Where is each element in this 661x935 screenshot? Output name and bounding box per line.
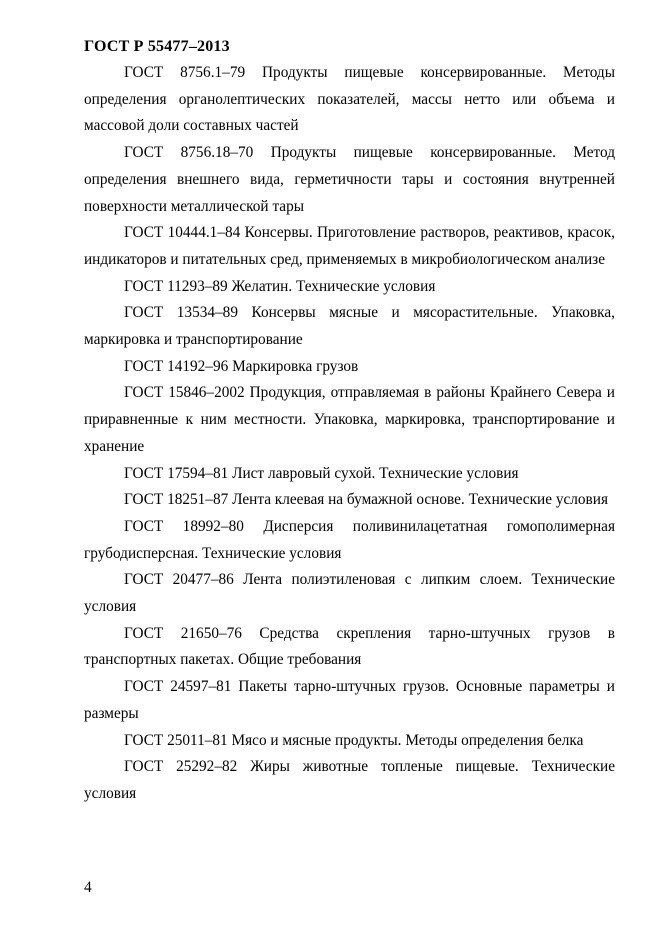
reference-item: ГОСТ 8756.1–79 Продукты пищевые консервированные. Методы определения органолептических показателей, массы нетто или объема и массовой доли составных частей: [84, 64, 615, 135]
reference-item: ГОСТ 18992–80 Дисперсия поливинилацетатная гомополимерная грубодисперсная. Технические условия: [84, 517, 615, 562]
reference-item: ГОСТ 17594–81 Лист лавровый сухой. Технические условия: [124, 464, 519, 482]
page-number: 4: [84, 879, 92, 896]
reference-item: ГОСТ 10444.1–84 Консервы. Приготовление растворов, реактивов, красок, индикаторов и питательных сред, применяемых в микробиологическом анализе: [84, 224, 615, 268]
reference-item: ГОСТ 21650–76 Средства скрепления тарно-штучных грузов в транспортных пакетах. Общие требования: [84, 624, 615, 669]
reference-item: ГОСТ 15846–2002 Продукция, отправляемая в районы Крайнего Севера и приравненные к ним местности. Упаковка, маркировка, транспортирование и хранение: [84, 384, 615, 455]
references-list: [84, 60, 615, 808]
reference-item: ГОСТ 25292–82 Жиры животные топленые пищевые. Технические условия: [84, 758, 615, 802]
reference-item: ГОСТ 20477–86 Лента полиэтиленовая с липким слоем. Технические условия: [84, 571, 615, 616]
reference-item: ГОСТ 11293–89 Желатин. Технические условия: [124, 277, 436, 295]
reference-item: ГОСТ 24597–81 Пакеты тарно-штучных грузов. Основные параметры и размеры: [84, 678, 615, 722]
reference-item: ГОСТ 8756.18–70 Продукты пищевые консервированные. Метод определения внешнего вида, герметичности тары и состояния внутренней поверхности металлической тары: [84, 144, 615, 215]
reference-item: ГОСТ 18251–87 Лента клеевая на бумажной основе. Технические условия: [124, 491, 608, 509]
reference-item: ГОСТ 14192–96 Маркировка грузов: [124, 357, 359, 375]
reference-item: ГОСТ 13534–89 Консервы мясные и мясорастительные. Упаковка, маркировка и транспортирование: [84, 304, 615, 349]
reference-item: ГОСТ 25011–81 Мясо и мясные продукты. Методы определения белка: [124, 731, 584, 749]
document-header: ГОСТ Р 55477–2013: [84, 38, 230, 55]
